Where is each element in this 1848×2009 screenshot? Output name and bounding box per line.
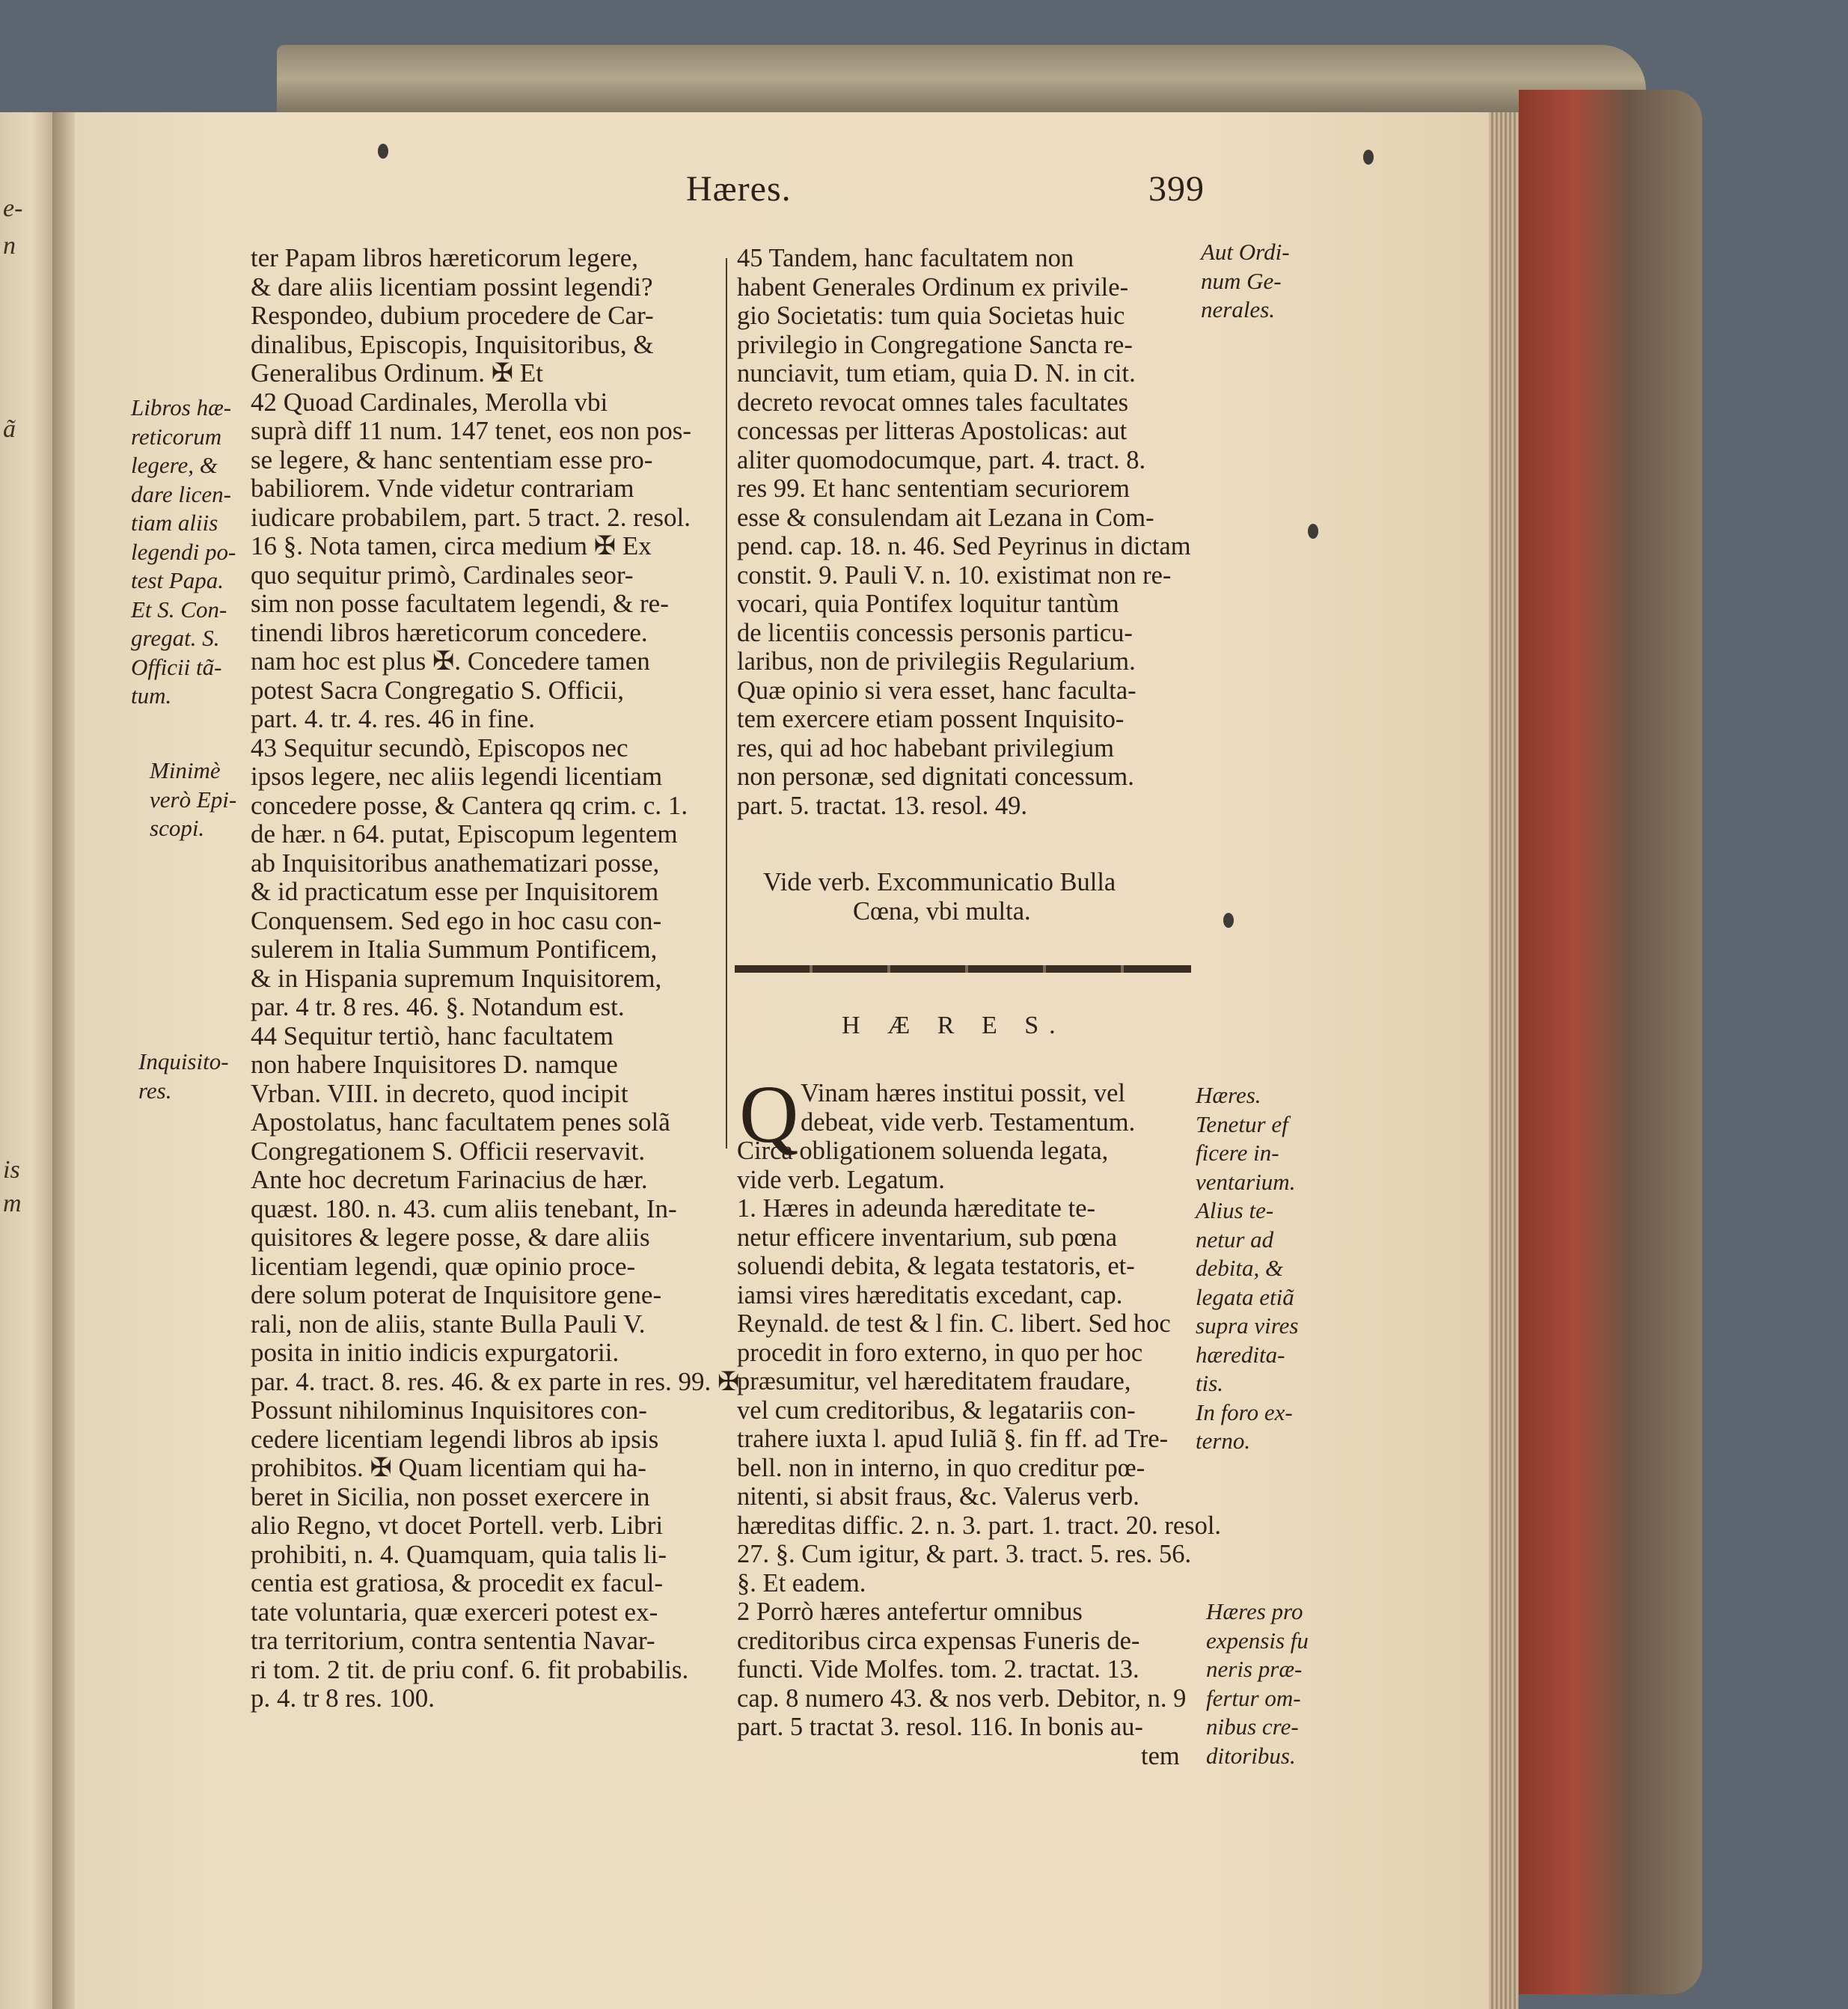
wormhole	[378, 144, 388, 159]
left-page-fragment: is	[3, 1156, 20, 1184]
wormhole	[1223, 913, 1234, 928]
left-page-fragment: e-	[3, 195, 23, 222]
page-number: 399	[1148, 169, 1205, 209]
section-body: 1. Hæres in adeunda hæreditate te- netur efficere inventarium, sub pœna soluendi debita, & legata testatoris, et- iamsi vires hæreditatis excedant, cap. Reynald. de test & l fin. C. libert. Sed hoc procedit in foro externo, in quo per hoc præsumitur, vel hæreditatem fraudare, vel cum creditoribus, & legatariis con- trahere iuxta l. apud Iuliã §. fin ff. ad Tre- bell. non in interno, in quo creditur pœ- nitenti, si absit fraus, &c. Valerus verb. hæreditas diffic. 2. n. 3. part. 1. tract. 20. resol. 27. §. Cum igitur, & part. 3. tract. 5. res. 56. §. Et eadem. 2 Porrò hæres antefertur omnibus creditoribus circa expensas Funeris de- functi. Vide Molfes. tom. 2. tractat. 13. cap. 8 numero 43. & nos verb. Debitor, n. 9 part. 5 tractat 3. resol. 116. In bonis au- tem	[737, 1194, 1222, 1770]
section-separator-rule	[735, 965, 1191, 973]
left-page-fragment: m	[3, 1190, 22, 1217]
margin-note: Inquisito- res.	[138, 1048, 229, 1104]
book-cover-edge	[1519, 90, 1702, 1994]
book-top-edge	[277, 45, 1646, 112]
right-text-column-top: 45 Tandem, hanc facultatem non habent Generales Ordinum ex privile- gio Societatis: tum quia Societas huic privilegio in Congregatione Sancta re- nunciavit, tum etiam, quia D. N. in cit. decreto revocat omnes tales facultates concessas per litteras Apostolicas: aut aliter quomodocumque, part. 4. tract. 8. res 99. Et hanc sententiam securiorem esse & consulendam ait Lezana in Com- pend. cap. 18. n. 46. Sed Peyrinus in dictam constit. 9. Pauli V. n. 10. existimat non re- vocari, quia Pontifex loquitur tantùm de licentiis concessis personis particu- laribus, non de privilegiis Regularium. Quæ opinio si vera esset, hanc faculta- tem exercere etiam possent Inquisito- res, qui ad hoc habebant privilegium non personæ, sed dignitati concessum. part. 5. tractat. 13. resol. 49.	[737, 244, 1191, 820]
wormhole	[1363, 150, 1374, 165]
left-page-fragment: ã	[3, 415, 16, 443]
section-title: H Æ R E S.	[842, 1012, 1066, 1039]
section-intro: Vinam hæres institui possit, vel debeat, vide verb. Testamentum.	[801, 1079, 1136, 1137]
left-page-fragment: n	[3, 232, 16, 260]
running-head: Hæres.	[686, 169, 792, 209]
margin-note: Aut Ordi- num Ge- nerales.	[1201, 239, 1290, 322]
margin-note: Minimè verò Epi- scopi.	[150, 757, 237, 841]
left-text-column: ter Papam libros hæreticorum legere, & dare aliis licentiam possint legendi? Respondeo, dubium procedere de Car- dinalibus, Episcopis, Inquisitoribus, & Generalibus Ordinum. ✠ Et 42 Quoad Cardinales, Merolla vbi suprà diff 11 num. 147 tenet, eos non pos- se legere, & hanc sententiam esse pro- babiliorem. Vnde videtur contrariam iudicare probabilem, part. 5 tract. 2. resol. 16 §. Nota tamen, circa medium ✠ Ex quo sequitur primò, Cardinales seor- sim non posse facultatem legendi, & re- tinendi libros hæreticorum concedere. nam hoc est plus ✠. Concedere tamen potest Sacra Congregatio S. Officii, part. 4. tr. 4. res. 46 in fine. 43 Sequitur secundò, Episcopos nec ipsos legere, nec aliis legendi licentiam concedere posse, & Cantera qq crim. c. 1. de hær. n 64. putat, Episcopum legentem ab Inquisitoribus anathematizari posse, & id practicatum esse per Inquisitorem Conquensem. Sed ego in hoc casu con- sulerem in Italia Summum Pontificem, & in Hispania supremum Inquisitorem, par. 4 tr. 8 res. 46. §. Notandum est. 44 Sequitur tertiò, hanc facultatem non habere Inquisitores D. namque Vrban. VIII. in decreto, quod incipit Apostolatus, hanc facultatem penes solã Congregationem S. Officii reservavit. Ante hoc decretum Farinacius de hær. quæst. 180. n. 43. cum aliis tenebant, In- quisitores & legere posse, & dare aliis licentiam legendi, quæ opinio proce- dere solum poterat de Inquisitore gene- rali, non de aliis, stante Bulla Pauli V. posita in initio indicis expurgatorii. par. 4. tract. 8. res. 46. & ex parte in res. 99. ✠ Possunt nihilominus Inquisitores con- cedere licentiam legendi libros ab ipsis prohibitos. ✠ Quam licentiam qui ha- beret in Sicilia, non posset exercere in alio Regno, vt docet Portell. verb. Libri prohibiti, n. 4. Quamquam, quia talis li- centia est gratiosa, & procedit ex facul- tate voluntaria, quæ exerceri potest ex- tra territorium, contra sententia Navar- ri tom. 2 tit. de priu conf. 6. fit probabilis. p. 4. tr 8 res. 100.	[251, 243, 740, 1713]
margin-note: Hæres. Tenetur ef ficere in- ventarium. Alius te- netur ad debita, & legata etiã supra vires hæredita- tis. In foro ex- terno.	[1196, 1082, 1299, 1454]
section-intro-continued: Circa obligationem soluenda legata, vide verb. Legatum.	[737, 1137, 1109, 1194]
vide-reference: Vide verb. Excommunicatio Bulla Cœna, vbi multa.	[763, 868, 1116, 926]
margin-note: Hæres pro expensis fu neris præ- fertur om- nibus cre- ditoribus.	[1206, 1598, 1309, 1769]
margin-note: Libros hæ- reticorum legere, & dare licen- tiam aliis legendi po- test Papa. Et S. Con- gregat. S. Officii tã- tum.	[131, 394, 236, 709]
page-block-edge	[1489, 112, 1519, 2009]
dropcap: Q	[739, 1068, 799, 1160]
left-page-edge	[0, 112, 52, 2009]
gutter	[52, 112, 75, 2009]
wormhole	[1308, 524, 1318, 539]
